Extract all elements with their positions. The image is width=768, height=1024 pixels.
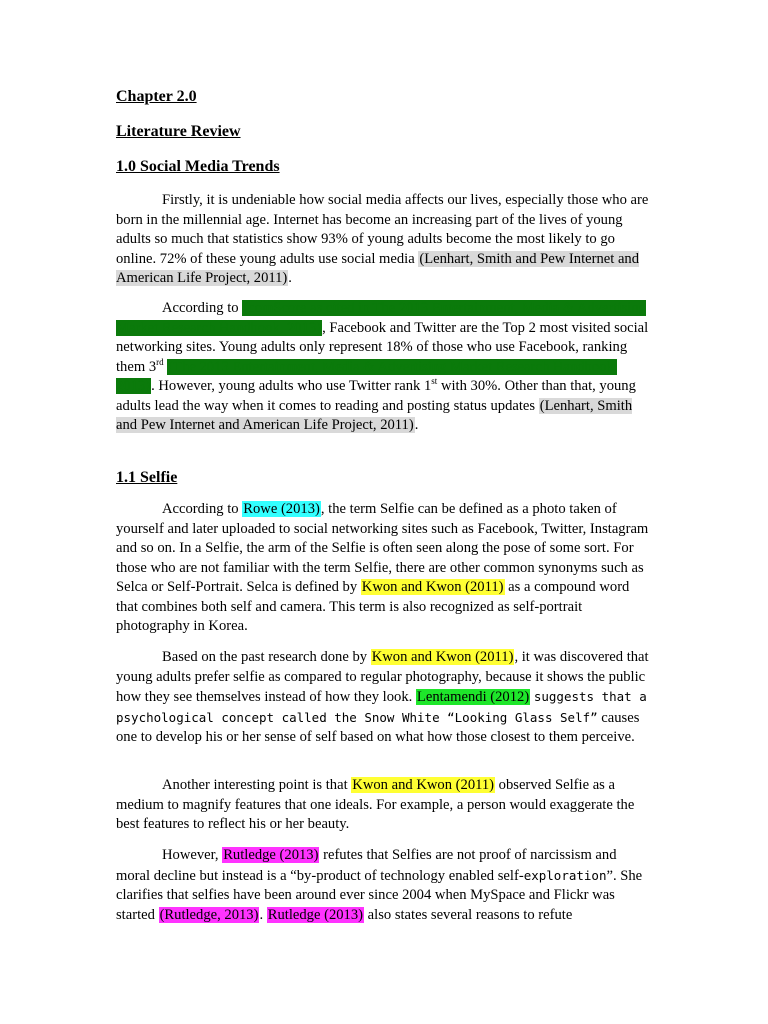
citation-comscore-2013: (comScore as cited in The 2013 Entertainment, Media & Advertising Market Research Handbook, 2013) xyxy=(116,300,646,336)
paragraph-text: Firstly, it is undeniable how social media affects our lives, especially those who are born in the millennial age. Internet has become an increasing part of the lives of young adults so much that statistics show 93% of young adults become the most likely to go online. 72% of these young adults use social media xyxy=(116,192,649,267)
literature-review-heading: Literature Review xyxy=(116,123,241,140)
paragraph-selfie-magnify: Another interesting point is that Kwon and Kwon (2011) observed Selfie as a medium to magnify features that one ideals. For example, a person would exaggerate the best features to reflect his or her beauty. xyxy=(116,777,635,832)
citation-lentamendi-2012: Lentamendi (2012) xyxy=(416,689,530,705)
citation-rutledge-2013: (Rutledge, 2013) xyxy=(159,906,259,923)
chapter-heading: Chapter 2.0 xyxy=(116,88,197,105)
citation-kwon-2011: Kwon and Kwon (2011) xyxy=(361,579,504,595)
citation-lenhart-2011: (Lenhart, Smith and Pew Internet and American Life Project, 2011) xyxy=(116,397,633,433)
section-heading-social-media-trends: 1.0 Social Media Trends xyxy=(116,158,280,175)
citation-handbook-2013: (The 2013 Entertainment, Media & Advertising Market Research Handbook, 2013) xyxy=(116,358,618,394)
paragraph-rutledge: However, Rutledge (2013) refutes that Selfies are not proof of narcissism and moral decline but instead is a “by-product of technology enabled self-exploration”. She clarifies that selfies have been around ever since 2004 when MySpace and Flickr was started (Rutledge, 2013). Rutledge (2013) also states several reasons to refute xyxy=(116,847,643,923)
citation-kwon-2011: Kwon and Kwon (2011) xyxy=(352,777,495,793)
paragraph-selfie-definition: According to Rowe (2013), the term Selfie can be defined as a photo taken of yourself and later uploaded to social networking sites such as Facebook, Twitter, Instagram and so on. In a Selfie, the arm of the Selfie is often seen along the pose of some sort. For those who are not familiar with the term Selfie, there are other common synonyms such as Selca or Self-Portrait. Selca is defined by Kwon and Kwon (2011) as a compound word that combines both self and camera. This term is also recognized as self-portrait photography in Korea. xyxy=(116,501,649,634)
paragraph-social-media-intro: Firstly, it is undeniable how social media affects our lives, especially those who are born in the millennial age. Internet has become an increasing part of the lives of young adults so much that statistics show 93% of young adults become the most likely to go online. 72% of these young adults use social media (Lenhart, Smith and Pew Internet and American Life Project, 2011). xyxy=(116,192,649,286)
citation-rutledge-2013: Rutledge (2013) xyxy=(223,847,319,863)
paragraph-selfie-research: Based on the past research done by Kwon and Kwon (2011), it was discovered that young adults prefer selfie as compared to regular photography, because it shows the public how they see themselves instead of how they look. Lentamendi (2012) suggests that a psychological concept called the Snow White “Looking Glass Self” causes one to develop his or her sense of self based on what how those closest to them perceive. xyxy=(116,649,649,745)
section-heading-selfie: 1.1 Selfie xyxy=(116,469,178,486)
citation-rowe-2013: Rowe (2013) xyxy=(243,501,320,517)
paragraph-comscore: According to (comScore as cited in The 2013 Entertainment, Media & Advertising Market Research Handbook, 2013), Facebook and Twitter are the Top 2 most visited social networking sites. Young adults only represent 18% of those who use Facebook, ranking them 3rd (The 2013 Entertainment, Media & Advertising Market Research Handbook, 2013). However, young adults who use Twitter rank 1st with 30%. Other than that, young adults lead the way when it comes to reading and posting status updates (Lenhart, Smith and Pew Internet and American Life Project, 2011). xyxy=(116,300,649,433)
citation-rutledge-2013: Rutledge (2013) xyxy=(267,906,364,923)
citation-kwon-2011: Kwon and Kwon (2011) xyxy=(371,649,514,665)
citation-lenhart-2011: (Lenhart, Smith and Pew Internet and American Life Project, 2011) xyxy=(116,250,640,286)
